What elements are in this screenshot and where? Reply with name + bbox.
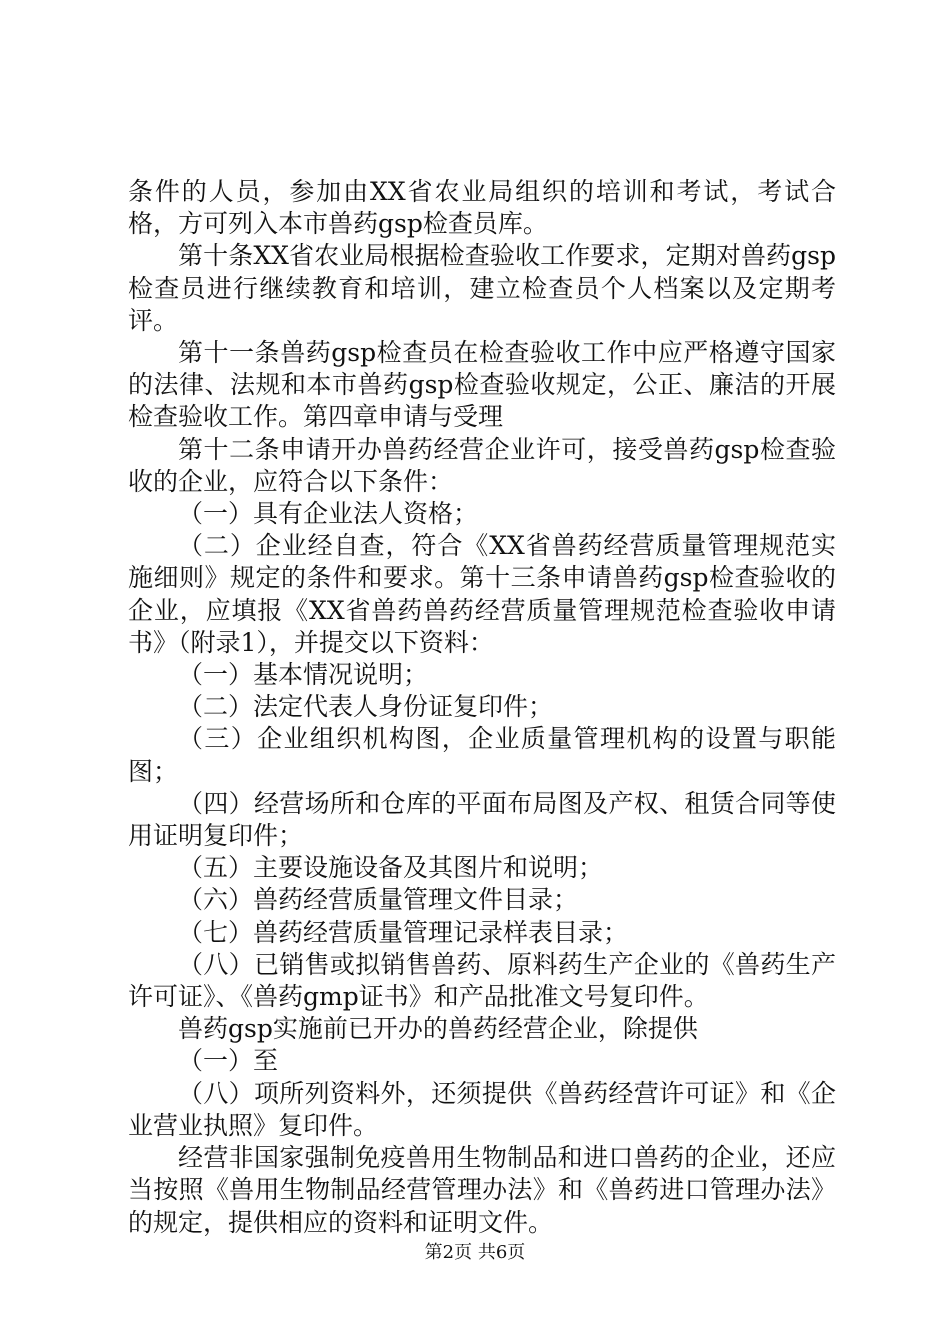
paragraph-8: （二）法定代表人身份证复印件； <box>178 692 554 722</box>
document-body <box>128 176 836 1239</box>
paragraph-6: （二）企业经自查，符合《XX省兽药经营质量管理规范实施细则》规定的条件和要求。第十三条申请兽药gsp检查验收的企业，应填报《XX省兽药兽药经营质量管理规范检查验收申请书》（附录1），并提交以下资料： <box>128 531 836 657</box>
paragraph-3: 第十一条兽药gsp检查员在检查验收工作中应严格遵守国家的法律、法规和本市兽药gsp检查验收规定，公正、廉洁的开展检查验收工作。第四章申请与受理 <box>128 338 836 432</box>
paragraph-15: 兽药gsp实施前已开办的兽药经营企业，除提供 <box>178 1014 698 1044</box>
paragraph-4: 第十二条申请开办兽药经营企业许可，接受兽药gsp检查验收的企业，应符合以下条件： <box>128 434 836 496</box>
paragraph-1: 条件的人员，参加由XX省农业局组织的培训和考试，考试合格，方可列入本市兽药gsp检查员库。 <box>128 177 836 239</box>
paragraph-14: （八）已销售或拟销售兽药、原料药生产企业的《兽药生产许可证》、《兽药gmp证书》和产品批准文号复印件。 <box>128 949 836 1012</box>
page-number-footer: 第2页 共6页 <box>424 1242 526 1263</box>
paragraph-5: （一）具有企业法人资格； <box>178 499 479 529</box>
paragraph-13: （七）兽药经营质量管理记录样表目录； <box>178 917 629 947</box>
paragraph-9: （三）企业组织机构图，企业质量管理机构的设置与职能图； <box>128 724 836 786</box>
paragraph-12: （六）兽药经营质量管理文件目录； <box>178 885 579 915</box>
paragraph-10: （四）经营场所和仓库的平面布局图及产权、租赁合同等使用证明复印件； <box>128 788 836 851</box>
paragraph-16: （一）至 <box>178 1046 279 1076</box>
paragraph-17: （八）项所列资料外，还须提供《兽药经营许可证》和《企业营业执照》复印件。 <box>128 1078 836 1140</box>
paragraph-18: 经营非国家强制免疫兽用生物制品和进口兽药的企业，还应当按照《兽用生物制品经营管理办法》和《兽药进口管理办法》的规定，提供相应的资料和证明文件。 <box>128 1143 836 1237</box>
paragraph-2: 第十条XX省农业局根据检查验收工作要求，定期对兽药gsp检查员进行继续教育和培训，建立检查员个人档案以及定期考评。 <box>128 241 836 335</box>
paragraph-7: （一）基本情况说明； <box>178 660 429 690</box>
paragraph-11: （五）主要设施设备及其图片和说明； <box>178 853 604 883</box>
